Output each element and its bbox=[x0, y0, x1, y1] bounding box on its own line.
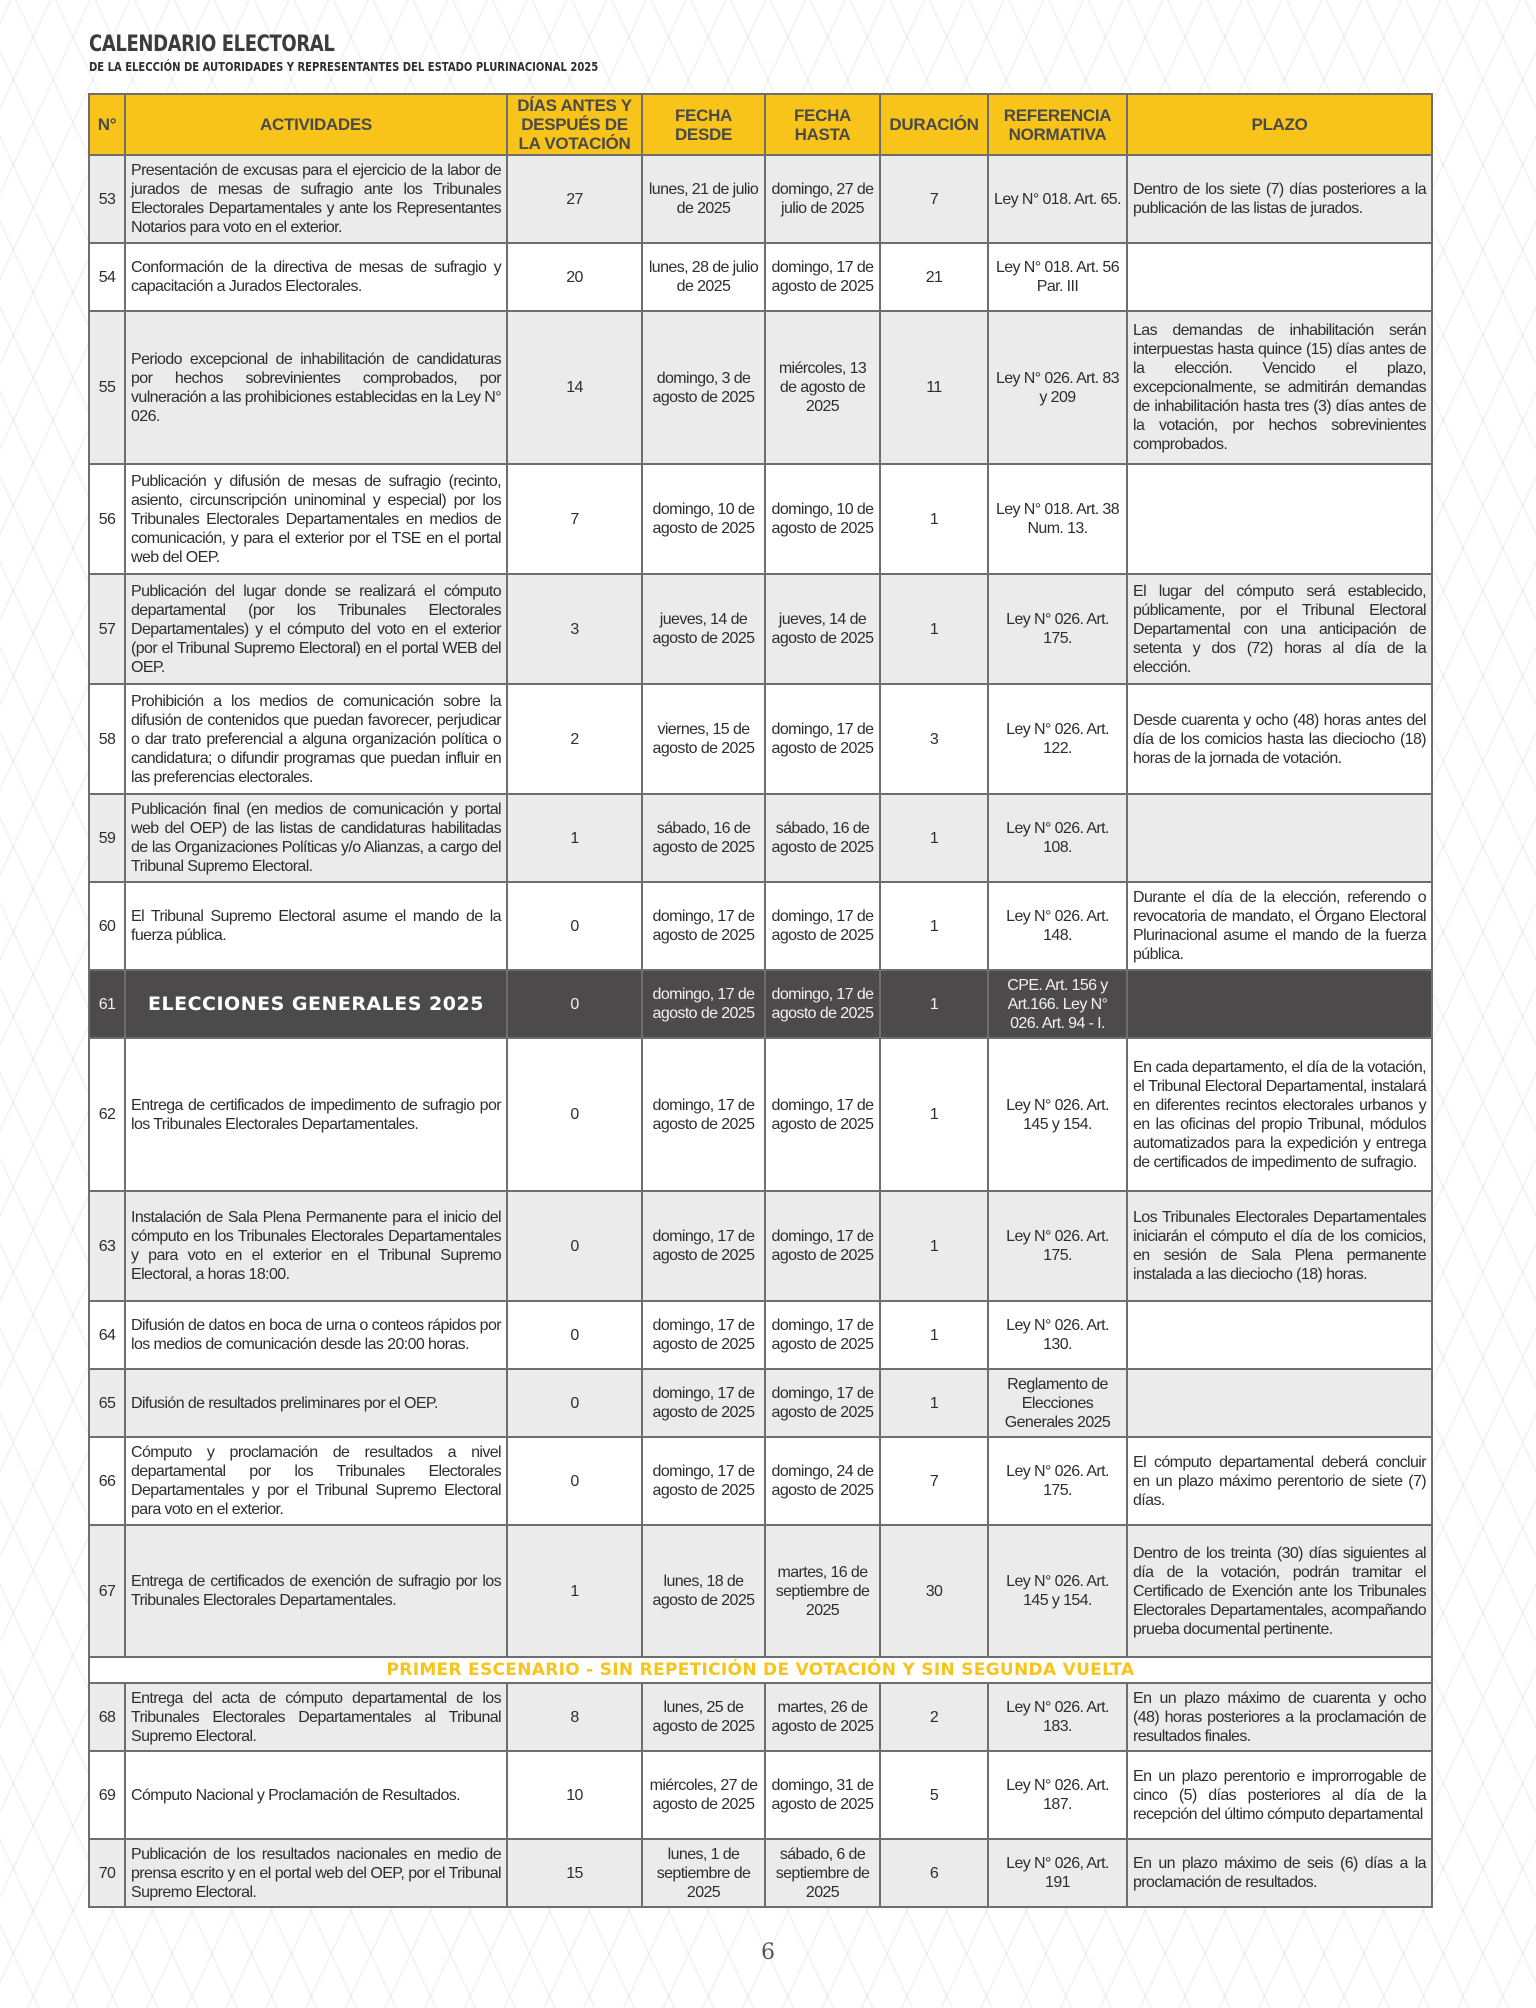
row-date-to: domingo, 17 de agosto de 2025 bbox=[765, 684, 880, 794]
table-row bbox=[89, 311, 1432, 464]
row-date-from: lunes, 25 de agosto de 2025 bbox=[642, 1683, 765, 1751]
row-number: 64 bbox=[89, 1301, 125, 1369]
table-body bbox=[89, 155, 1432, 1657]
row-date-from: viernes, 15 de agosto de 2025 bbox=[642, 684, 765, 794]
row-term: El lugar del cómputo será establecido, públicamente, por el Tribunal Electoral Departamental con una anticipación de setenta y dos (72) horas al día de la elección. bbox=[1127, 574, 1432, 684]
row-number: 60 bbox=[89, 882, 125, 970]
row-term: El cómputo departamental deberá concluir en un plazo máximo perentorio de siete (7) días. bbox=[1127, 1437, 1432, 1525]
row-days: 15 bbox=[507, 1839, 642, 1907]
row-term: En cada departamento, el día de la votación, el Tribunal Electoral Departamental, instalará en diferentes recintos electorales urbanos y en las oficinas del propio Tribunal, módulos automatizados para la expedición y entrega de certificados de impedimento de sufragio. bbox=[1127, 1038, 1432, 1191]
row-date-to: jueves, 14 de agosto de 2025 bbox=[765, 574, 880, 684]
table-row bbox=[89, 464, 1432, 574]
row-duration: 3 bbox=[880, 684, 988, 794]
row-activity: Entrega del acta de cómputo departamental de los Tribunales Electorales Departamentales al Tribunal Supremo Electoral. bbox=[125, 1683, 507, 1751]
row-date-to: domingo, 17 de agosto de 2025 bbox=[765, 1191, 880, 1301]
row-activity: Publicación de los resultados nacionales en medio de prensa escrito y en el portal web del OEP, por el Tribunal Supremo Electoral. bbox=[125, 1839, 507, 1907]
page-number: 6 bbox=[761, 1940, 775, 1965]
row-days: 3 bbox=[507, 574, 642, 684]
row-date-from: lunes, 28 de julio de 2025 bbox=[642, 243, 765, 311]
row-date-to: domingo, 17 de agosto de 2025 bbox=[765, 970, 880, 1038]
row-activity: Conformación de la directiva de mesas de sufragio y capacitación a Jurados Electorales. bbox=[125, 243, 507, 311]
row-reference: Ley N° 026. Art. 122. bbox=[988, 684, 1127, 794]
row-duration: 1 bbox=[880, 1038, 988, 1191]
row-days: 0 bbox=[507, 970, 642, 1038]
row-date-to: sábado, 16 de agosto de 2025 bbox=[765, 794, 880, 882]
row-reference: Ley N° 026. Art. 175. bbox=[988, 1437, 1127, 1525]
table-row bbox=[89, 574, 1432, 684]
row-number: 54 bbox=[89, 243, 125, 311]
row-term bbox=[1127, 970, 1432, 1038]
row-number: 68 bbox=[89, 1683, 125, 1751]
col-header-reference: REFERENCIA NORMATIVA bbox=[988, 94, 1127, 155]
row-duration: 1 bbox=[880, 882, 988, 970]
row-activity: Difusión de datos en boca de urna o conteos rápidos por los medios de comunicación desde las 20:00 horas. bbox=[125, 1301, 507, 1369]
row-number: 56 bbox=[89, 464, 125, 574]
row-term bbox=[1127, 243, 1432, 311]
row-date-from: domingo, 17 de agosto de 2025 bbox=[642, 882, 765, 970]
row-duration: 1 bbox=[880, 1369, 988, 1437]
row-date-from: domingo, 17 de agosto de 2025 bbox=[642, 1038, 765, 1191]
row-term bbox=[1127, 794, 1432, 882]
row-date-from: miércoles, 27 de agosto de 2025 bbox=[642, 1751, 765, 1839]
row-number: 59 bbox=[89, 794, 125, 882]
row-date-from: jueves, 14 de agosto de 2025 bbox=[642, 574, 765, 684]
row-number: 67 bbox=[89, 1525, 125, 1657]
row-days: 2 bbox=[507, 684, 642, 794]
row-number: 66 bbox=[89, 1437, 125, 1525]
section-title: PRIMER ESCENARIO - SIN REPETICIÓN DE VOTACIÓN Y SIN SEGUNDA VUELTA bbox=[89, 1657, 1432, 1683]
section-header-row bbox=[89, 1657, 1432, 1683]
row-activity: Entrega de certificados de exención de sufragio por los Tribunales Electorales Departamentales. bbox=[125, 1525, 507, 1657]
row-number: 62 bbox=[89, 1038, 125, 1191]
row-date-from: domingo, 17 de agosto de 2025 bbox=[642, 1301, 765, 1369]
row-date-from: lunes, 1 de septiembre de 2025 bbox=[642, 1839, 765, 1907]
row-date-from: domingo, 10 de agosto de 2025 bbox=[642, 464, 765, 574]
row-reference: Reglamento de Elecciones Generales 2025 bbox=[988, 1369, 1127, 1437]
row-term: Durante el día de la elección, referendo o revocatoria de mandato, el Órgano Electoral Plurinacional asume el mando de la fuerza pública. bbox=[1127, 882, 1432, 970]
table-row bbox=[89, 1525, 1432, 1657]
row-activity: Cómputo Nacional y Proclamación de Resultados. bbox=[125, 1751, 507, 1839]
row-days: 0 bbox=[507, 1191, 642, 1301]
row-duration: 1 bbox=[880, 794, 988, 882]
row-date-from: lunes, 21 de julio de 2025 bbox=[642, 155, 765, 243]
document-title: CALENDARIO ELECTORAL bbox=[89, 32, 335, 57]
row-date-from: domingo, 17 de agosto de 2025 bbox=[642, 1437, 765, 1525]
row-days: 10 bbox=[507, 1751, 642, 1839]
row-date-to: domingo, 10 de agosto de 2025 bbox=[765, 464, 880, 574]
row-activity: Presentación de excusas para el ejercicio de la labor de jurados de mesas de sufragio ante los Tribunales Electorales Departamentales y ante los Representantes Notarios para voto en el exterior. bbox=[125, 155, 507, 243]
row-duration: 1 bbox=[880, 1301, 988, 1369]
row-days: 1 bbox=[507, 794, 642, 882]
table-row bbox=[89, 243, 1432, 311]
electoral-calendar-table bbox=[88, 93, 1433, 1908]
row-term bbox=[1127, 464, 1432, 574]
page-header bbox=[89, 32, 726, 74]
table-row bbox=[89, 1301, 1432, 1369]
row-reference: Ley N° 018. Art. 56 Par. III bbox=[988, 243, 1127, 311]
row-date-to: domingo, 17 de agosto de 2025 bbox=[765, 1038, 880, 1191]
row-days: 0 bbox=[507, 882, 642, 970]
row-activity: Publicación del lugar donde se realizará el cómputo departamental (por los Tribunales Electorales Departamentales) y el cómputo del voto en el exterior (por el Tribunal Supremo Electoral) en el portal WEB del OEP. bbox=[125, 574, 507, 684]
row-days: 27 bbox=[507, 155, 642, 243]
col-header-term: PLAZO bbox=[1127, 94, 1432, 155]
row-date-from: domingo, 3 de agosto de 2025 bbox=[642, 311, 765, 464]
row-reference: Ley N° 026. Art. 148. bbox=[988, 882, 1127, 970]
row-days: 14 bbox=[507, 311, 642, 464]
row-date-to: miércoles, 13 de agosto de 2025 bbox=[765, 311, 880, 464]
row-date-to: martes, 26 de agosto de 2025 bbox=[765, 1683, 880, 1751]
table-row bbox=[89, 155, 1432, 243]
row-number: 58 bbox=[89, 684, 125, 794]
row-term bbox=[1127, 1301, 1432, 1369]
table-row bbox=[89, 1038, 1432, 1191]
section-table-body bbox=[89, 1657, 1432, 1907]
row-reference: Ley N° 018. Art. 38 Num. 13. bbox=[988, 464, 1127, 574]
row-term bbox=[1127, 1369, 1432, 1437]
table-header-row bbox=[89, 94, 1432, 155]
row-number: 61 bbox=[89, 970, 125, 1038]
col-header-from: FECHA DESDE bbox=[642, 94, 765, 155]
row-date-to: domingo, 17 de agosto de 2025 bbox=[765, 882, 880, 970]
row-duration: 21 bbox=[880, 243, 988, 311]
row-reference: Ley N° 026. Art. 108. bbox=[988, 794, 1127, 882]
row-reference: CPE. Art. 156 y Art.166. Ley N° 026. Art. 94 - I. bbox=[988, 970, 1127, 1038]
row-date-to: sábado, 6 de septiembre de 2025 bbox=[765, 1839, 880, 1907]
row-reference: Ley N° 026, Art. 191 bbox=[988, 1839, 1127, 1907]
row-duration: 1 bbox=[880, 1191, 988, 1301]
row-activity: Periodo excepcional de inhabilitación de candidaturas por hechos sobrevinientes comprobados, por vulneración a las prohibiciones establecidas en la Ley N° 026. bbox=[125, 311, 507, 464]
row-activity: El Tribunal Supremo Electoral asume el mando de la fuerza pública. bbox=[125, 882, 507, 970]
row-activity: Prohibición a los medios de comunicación sobre la difusión de contenidos que puedan favorecer, perjudicar o dar trato preferencial a alguna organización política o candidatura; o difundir programas que puedan influir en las preferencias electorales. bbox=[125, 684, 507, 794]
table-row bbox=[89, 1369, 1432, 1437]
row-date-from: sábado, 16 de agosto de 2025 bbox=[642, 794, 765, 882]
col-header-num: N° bbox=[89, 94, 125, 155]
row-duration: 1 bbox=[880, 574, 988, 684]
row-number: 53 bbox=[89, 155, 125, 243]
row-date-from: domingo, 17 de agosto de 2025 bbox=[642, 1369, 765, 1437]
row-reference: Ley N° 026. Art. 175. bbox=[988, 1191, 1127, 1301]
row-duration: 2 bbox=[880, 1683, 988, 1751]
col-header-activity: ACTIVIDADES bbox=[125, 94, 507, 155]
row-term: Desde cuarenta y ocho (48) horas antes del día de los comicios hasta las dieciocho (18) horas de la jornada de votación. bbox=[1127, 684, 1432, 794]
row-term: Dentro de los treinta (30) días siguientes al día de la votación, podrán tramitar el Certificado de Exención ante los Tribunales Electorales Departamentales, acompañando prueba documental pertinente. bbox=[1127, 1525, 1432, 1657]
row-date-to: martes, 16 de septiembre de 2025 bbox=[765, 1525, 880, 1657]
row-duration: 11 bbox=[880, 311, 988, 464]
row-activity: ELECCIONES GENERALES 2025 bbox=[125, 970, 507, 1038]
table-row bbox=[89, 1751, 1432, 1839]
row-number: 70 bbox=[89, 1839, 125, 1907]
row-number: 63 bbox=[89, 1191, 125, 1301]
row-days: 1 bbox=[507, 1525, 642, 1657]
row-reference: Ley N° 026. Art. 175. bbox=[988, 574, 1127, 684]
row-date-from: domingo, 17 de agosto de 2025 bbox=[642, 970, 765, 1038]
table-row bbox=[89, 794, 1432, 882]
table-row bbox=[89, 684, 1432, 794]
row-date-to: domingo, 17 de agosto de 2025 bbox=[765, 1301, 880, 1369]
row-days: 7 bbox=[507, 464, 642, 574]
row-days: 0 bbox=[507, 1437, 642, 1525]
row-term: En un plazo máximo de cuarenta y ocho (48) horas posteriores a la proclamación de resultados finales. bbox=[1127, 1683, 1432, 1751]
row-duration: 7 bbox=[880, 155, 988, 243]
table-row bbox=[89, 1437, 1432, 1525]
row-duration: 5 bbox=[880, 1751, 988, 1839]
row-activity: Cómputo y proclamación de resultados a nivel departamental por los Tribunales Electorales Departamentales y por el Tribunal Supremo Electoral para voto en el exterior. bbox=[125, 1437, 507, 1525]
row-reference: Ley N° 018. Art. 65. bbox=[988, 155, 1127, 243]
row-reference: Ley N° 026. Art. 130. bbox=[988, 1301, 1127, 1369]
row-days: 8 bbox=[507, 1683, 642, 1751]
row-duration: 30 bbox=[880, 1525, 988, 1657]
row-activity: Difusión de resultados preliminares por el OEP. bbox=[125, 1369, 507, 1437]
row-term: Los Tribunales Electorales Departamentales iniciarán el cómputo el día de los comicios, en sesión de Sala Plena permanente instalada a las dieciocho (18) horas. bbox=[1127, 1191, 1432, 1301]
table-row bbox=[89, 882, 1432, 970]
row-duration: 1 bbox=[880, 464, 988, 574]
row-term: En un plazo máximo de seis (6) días a la proclamación de resultados. bbox=[1127, 1839, 1432, 1907]
row-duration: 7 bbox=[880, 1437, 988, 1525]
row-days: 0 bbox=[507, 1038, 642, 1191]
row-duration: 6 bbox=[880, 1839, 988, 1907]
row-days: 0 bbox=[507, 1301, 642, 1369]
row-term: En un plazo perentorio e improrrogable de cinco (5) días posteriores al día de la recepción del último cómputo departamental bbox=[1127, 1751, 1432, 1839]
row-date-to: domingo, 27 de julio de 2025 bbox=[765, 155, 880, 243]
row-date-to: domingo, 17 de agosto de 2025 bbox=[765, 1369, 880, 1437]
row-number: 69 bbox=[89, 1751, 125, 1839]
table-row bbox=[89, 970, 1432, 1038]
row-activity: Entrega de certificados de impedimento de sufragio por los Tribunales Electorales Departamentales. bbox=[125, 1038, 507, 1191]
row-term: Las demandas de inhabilitación serán interpuestas hasta quince (15) días antes de la elección. Vencido el plazo, excepcionalmente, se admitirán demandas de inhabilitación hasta tres (3) días antes de la votación, por hechos sobrevinientes comprobados. bbox=[1127, 311, 1432, 464]
document-subtitle: DE LA ELECCIÓN DE AUTORIDADES Y REPRESENTANTES DEL ESTADO PLURINACIONAL 2025 bbox=[89, 59, 599, 74]
row-reference: Ley N° 026. Art. 187. bbox=[988, 1751, 1127, 1839]
table-row bbox=[89, 1191, 1432, 1301]
row-date-from: domingo, 17 de agosto de 2025 bbox=[642, 1191, 765, 1301]
row-date-to: domingo, 24 de agosto de 2025 bbox=[765, 1437, 880, 1525]
row-number: 57 bbox=[89, 574, 125, 684]
row-activity: Instalación de Sala Plena Permanente para el inicio del cómputo en los Tribunales Electorales Departamentales y para voto en el exterior en el Tribunal Supremo Electoral, a horas 18:00. bbox=[125, 1191, 507, 1301]
row-number: 65 bbox=[89, 1369, 125, 1437]
row-date-from: lunes, 18 de agosto de 2025 bbox=[642, 1525, 765, 1657]
row-reference: Ley N° 026. Art. 83 y 209 bbox=[988, 311, 1127, 464]
row-date-to: domingo, 31 de agosto de 2025 bbox=[765, 1751, 880, 1839]
row-activity: Publicación final (en medios de comunicación y portal web del OEP) de las listas de candidaturas habilitadas de las Organizaciones Políticas y/o Alianzas, a cargo del Tribunal Supremo Electoral. bbox=[125, 794, 507, 882]
row-reference: Ley N° 026. Art. 183. bbox=[988, 1683, 1127, 1751]
row-reference: Ley N° 026. Art. 145 y 154. bbox=[988, 1038, 1127, 1191]
col-header-days: DÍAS ANTES Y DESPUÉS DE LA VOTACIÓN bbox=[507, 94, 642, 155]
row-date-to: domingo, 17 de agosto de 2025 bbox=[765, 243, 880, 311]
col-header-duration: DURACIÓN bbox=[880, 94, 988, 155]
row-term: Dentro de los siete (7) días posteriores a la publicación de las listas de jurados. bbox=[1127, 155, 1432, 243]
row-activity: Publicación y difusión de mesas de sufragio (recinto, asiento, circunscripción uninominal y especial) por los Tribunales Electorales Departamentales en medios de comunicación, y para el exterior por el TSE en el portal web del OEP. bbox=[125, 464, 507, 574]
row-reference: Ley N° 026. Art. 145 y 154. bbox=[988, 1525, 1127, 1657]
row-days: 20 bbox=[507, 243, 642, 311]
table-row bbox=[89, 1683, 1432, 1751]
row-duration: 1 bbox=[880, 970, 988, 1038]
row-days: 0 bbox=[507, 1369, 642, 1437]
row-number: 55 bbox=[89, 311, 125, 464]
table-row bbox=[89, 1839, 1432, 1907]
col-header-to: FECHA HASTA bbox=[765, 94, 880, 155]
